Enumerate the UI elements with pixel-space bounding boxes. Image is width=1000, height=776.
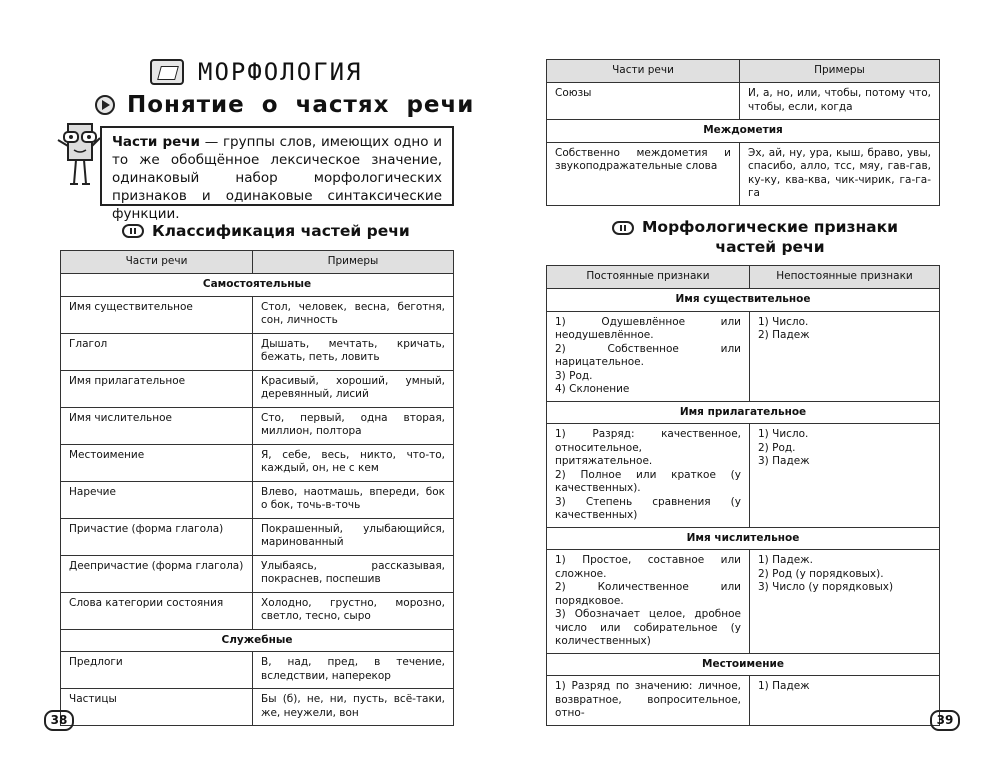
variable-features-cell: 1) Падеж — [750, 676, 940, 726]
group-row — [547, 120, 940, 143]
group-title: Имя существительное — [547, 289, 940, 312]
header-cell: Части речи — [61, 251, 253, 274]
part-of-speech-cell: Предлоги — [61, 652, 253, 689]
group-title: Служебные — [61, 629, 454, 652]
group-title: Междометия — [547, 120, 940, 143]
examples-cell: Улыбаясь, рассказывая, покраснев, поспешив — [253, 555, 454, 592]
group-row — [547, 289, 940, 312]
group-row — [547, 653, 940, 676]
examples-cell: Эх, ай, ну, ура, кыш, браво, увы, спасибо, алло, тсс, мяу, гав-гав, ку-ку, ква-ква, чик-чирик, га-га-га — [740, 142, 940, 205]
group-title: Местоимение — [547, 653, 940, 676]
examples-cell: Дышать, мечтать, кричать, бежать, петь, ловить — [253, 333, 454, 370]
part-of-speech-cell: Слова категории состояния — [61, 592, 253, 629]
part-of-speech-cell: Собственно междометия и звукоподражательные слова — [547, 142, 740, 205]
table-row — [547, 83, 940, 120]
examples-cell: Покрашенный, улыбающийся, маринованный — [253, 518, 454, 555]
table-row — [547, 311, 940, 401]
group-title: Имя числительное — [547, 527, 940, 550]
examples-cell: Я, себе, весь, никто, что-то, каждый, он, не с кем — [253, 444, 454, 481]
table-header-row — [547, 60, 940, 83]
constant-features-cell: 1) Разряд по значению: личное, возвратное, вопросительное, отно- — [547, 676, 750, 726]
morph-heading — [612, 218, 898, 256]
morph-features-table — [546, 265, 940, 726]
examples-cell: Красивый, хороший, умный, деревянный, лисий — [253, 370, 454, 407]
examples-cell: И, а, но, или, чтобы, потому что, чтобы, если, когда — [740, 83, 940, 120]
part-of-speech-cell: Причастие (форма глагола) — [61, 518, 253, 555]
topic-title: Понятие о частях речи — [127, 92, 475, 118]
part-of-speech-cell: Деепричастие (форма глагола) — [61, 555, 253, 592]
group-row — [547, 527, 940, 550]
part-of-speech-cell: Частицы — [61, 689, 253, 726]
table-row — [547, 142, 940, 205]
group-row — [547, 401, 940, 424]
page-number: 39 — [930, 710, 960, 731]
constant-features-cell: 1) Разряд: качественное, относительное, притяжательное. 2) Полное или краткое (у качественных). 3) Степень сравнения (у качественных) — [547, 424, 750, 528]
variable-features-cell: 1) Число. 2) Падеж — [750, 311, 940, 401]
part-of-speech-cell: Местоимение — [61, 444, 253, 481]
definition-term: Части речи — [112, 134, 200, 150]
examples-cell: Сто, первый, одна вторая, миллион, полтора — [253, 407, 454, 444]
group-title: Самостоятельные — [61, 274, 454, 297]
morph-title-line1: Морфологические признаки — [642, 218, 899, 236]
table-row — [547, 424, 940, 528]
header-cell: Постоянные признаки — [547, 266, 750, 289]
table-row — [547, 550, 940, 654]
constant-features-cell: 1) Простое, составное или сложное. 2) Количественное или порядковое. 3) Обозначает целое, дробное число или собирательное (у количественных) — [547, 550, 750, 654]
variable-features-cell: 1) Падеж. 2) Род (у порядковых). 3) Число (у порядковых) — [750, 550, 940, 654]
morph-title — [642, 218, 898, 256]
examples-cell: Холодно, грустно, морозно, светло, тесно, сыро — [253, 592, 454, 629]
pause-icon — [612, 221, 634, 235]
part-of-speech-cell: Имя прилагательное — [61, 370, 253, 407]
page-number: 38 — [44, 710, 74, 731]
examples-cell: Влево, наотмашь, впереди, бок о бок, точь-в-точь — [253, 481, 454, 518]
definition-text: — группы слов, имеющих одно и то же обобщённое лексическое значение, одинаковый набор морфологических признаков и одинаковые синтаксические функции. — [112, 134, 442, 222]
examples-cell: Бы (б), не, ни, пусть, всё-таки, же, неужели, вон — [253, 689, 454, 726]
examples-cell: В, над, пред, в течение, вследствии, наперекор — [253, 652, 454, 689]
header-cell: Непостоянные признаки — [750, 266, 940, 289]
header-cell: Части речи — [547, 60, 740, 83]
classification-title: Классификация частей речи — [152, 222, 410, 240]
variable-features-cell: 1) Число. 2) Род. 3) Падеж — [750, 424, 940, 528]
part-of-speech-cell: Наречие — [61, 481, 253, 518]
examples-table-continued — [546, 59, 940, 206]
table-header-row — [547, 266, 940, 289]
part-of-speech-cell: Имя числительное — [61, 407, 253, 444]
morph-title-line2: частей речи — [715, 238, 825, 256]
header-cell: Примеры — [253, 251, 454, 274]
part-of-speech-cell: Глагол — [61, 333, 253, 370]
part-of-speech-cell: Имя существительное — [61, 296, 253, 333]
constant-features-cell: 1) Одушевлённое или неодушевлённое. 2) Собственное или нарицательное. 3) Род. 4) Склонение — [547, 311, 750, 401]
group-title: Имя прилагательное — [547, 401, 940, 424]
examples-cell: Стол, человек, весна, беготня, сон, личность — [253, 296, 454, 333]
table-row — [547, 676, 940, 726]
section-title: МОРФОЛОГИЯ — [198, 58, 363, 86]
part-of-speech-cell: Союзы — [547, 83, 740, 120]
header-cell: Примеры — [740, 60, 940, 83]
